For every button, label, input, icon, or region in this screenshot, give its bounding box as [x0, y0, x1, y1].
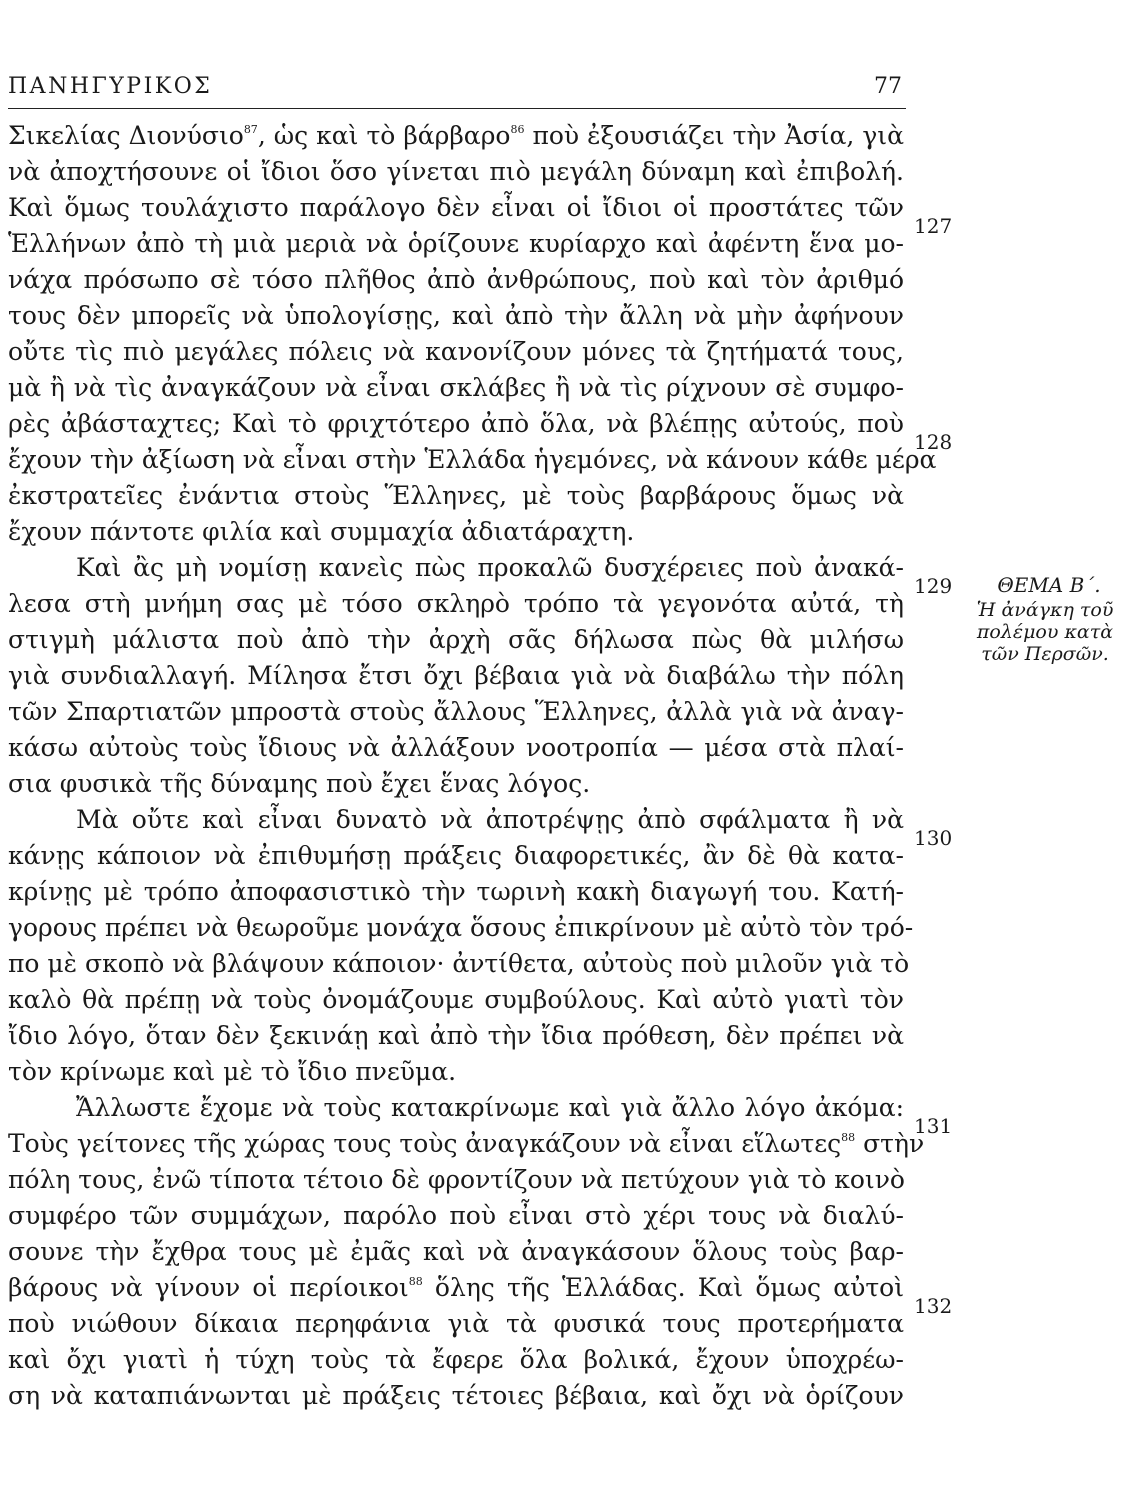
text-line: σια φυσικὰ τῆς δύναμης ποὺ ἔχει ἕνας λόγος. — [8, 769, 591, 798]
text-line: ἴδιο λόγο, ὅταν δὲν ξεκινάῃ καὶ ἀπὸ τὴν ἴδια πρόθεση, δὲν πρέπει νὰ — [8, 1021, 904, 1050]
section-number: 128 — [914, 430, 953, 454]
section-number: 127 — [914, 214, 953, 238]
text-line: κάνῃς κάποιον νὰ ἐπιθυμήσῃ πράξεις διαφορετικές, ἂν δὲ θὰ κατα- — [8, 841, 904, 870]
text-line: Ἄλλωστε ἔχομε νὰ τοὺς κατακρίνωμε καὶ γιὰ ἄλλο λόγο ἀκόμα: — [76, 1093, 904, 1122]
text-line: νὰ ἀποχτήσουνε οἱ ἴδιοι ὅσο γίνεται πιὸ μεγάλη δύναμη καὶ ἐπιβολή. — [8, 157, 904, 186]
section-number: 129 — [914, 574, 953, 598]
text-line: καὶ ὄχι γιατὶ ἡ τύχη τοὺς τὰ ἔφερε ὅλα βολικά, ἔχουν ὑποχρέω- — [8, 1345, 904, 1374]
sidenote-line: Ἡ ἀνάγκη τοῦ — [976, 599, 1114, 621]
text-line: τὸν κρίνωμε καὶ μὲ τὸ ἴδιο πνεῦμα. — [8, 1057, 457, 1086]
page-number: 77 — [874, 74, 902, 99]
sidenote-line: πολέμου κατὰ — [976, 621, 1114, 643]
text-line: σουνε τὴν ἔχθρα τους μὲ ἐμᾶς καὶ νὰ ἀναγκάσουν ὅλους τοὺς βαρ- — [8, 1237, 904, 1266]
footnote-mark: 86 — [510, 123, 525, 136]
text-line: ποὺ νιώθουν δίκαια περηφάνια γιὰ τὰ φυσικά τους προτερήματα — [8, 1309, 904, 1338]
section-number: 131 — [914, 1114, 953, 1138]
text-line: Ἑλλήνων ἀπὸ τὴ μιὰ μεριὰ νὰ ὁρίζουνε κυρίαρχο καὶ ἀφέντη ἕνα μο- — [8, 229, 904, 258]
footnote-mark: 88 — [841, 1131, 856, 1144]
margin-sidenote — [968, 573, 1122, 665]
text-line: Καὶ ἂς μὴ νομίσῃ κανεὶς πὼς προκαλῶ δυσχέρειες ποὺ ἀνακά- — [76, 553, 904, 582]
footnote-mark: 88 — [408, 1275, 423, 1288]
text-line: ἐκστρατεῖες ἐνάντια στοὺς Ἕλληνες, μὲ τοὺς βαρβάρους ὅμως νὰ — [8, 481, 904, 510]
text-line: τῶν Σπαρτιατῶν μπροστὰ στοὺς ἄλλους Ἕλληνες, ἀλλὰ γιὰ νὰ ἀναγ- — [8, 697, 904, 726]
text-line: πο μὲ σκοπὸ νὰ βλάψουν κάποιον· ἀντίθετα, αὐτοὺς ποὺ μιλοῦν γιὰ τὸ — [8, 949, 910, 978]
text-line: ἔχουν πάντοτε φιλία καὶ συμμαχία ἀδιατάραχτη. — [8, 517, 635, 546]
text-line: λεσα στὴ μνήμη σας μὲ τόσο σκληρὸ τρόπο τὰ γεγονότα αὐτά, τὴ — [8, 589, 904, 618]
text-line: στιγμὴ μάλιστα ποὺ ἀπὸ τὴν ἀρχὴ σᾶς δήλωσα πὼς θὰ μιλήσω — [8, 625, 904, 654]
text-line: Σικελίας Διονύσιο$^{87}$, ὡς καὶ τὸ βάρβαρο$^{86}$ ποὺ ἐξουσιάζει τὴν Ἀσία, γιὰ — [8, 121, 904, 150]
text-line: κάσω αὐτοὺς τοὺς ἴδιους νὰ ἀλλάξουν νοοτροπία — μέσα στὰ πλαί- — [8, 733, 904, 762]
running-title: ΠΑΝΗΓΥΡΙΚΟΣ — [8, 74, 213, 99]
text-line: ἔχουν τὴν ἀξίωση νὰ εἶναι στὴν Ἑλλάδα ἡγεμόνες, νὰ κάνουν κάθε μέρα — [8, 445, 937, 474]
text-line: τους δὲν μπορεῖς νὰ ὑπολογίσῃς, καὶ ἀπὸ τὴν ἄλλη νὰ μὴν ἀφήνουν — [8, 301, 904, 330]
text-line: συμφέρο τῶν συμμάχων, παρόλο ποὺ εἶναι στὸ χέρι τους νὰ διαλύ- — [8, 1201, 904, 1230]
footnote-mark: 87 — [243, 123, 258, 136]
text-line: γορους πρέπει νὰ θεωροῦμε μονάχα ὅσους ἐπικρίνουν μὲ αὐτὸ τὸν τρό- — [8, 913, 914, 942]
text-line: καλὸ θὰ πρέπῃ νὰ τοὺς ὀνομάζουμε συμβούλους. Καὶ αὐτὸ γιατὶ τὸν — [8, 985, 904, 1014]
text-line: Μὰ οὔτε καὶ εἶναι δυνατὸ νὰ ἀποτρέψῃς ἀπὸ σφάλματα ἢ νὰ — [76, 805, 904, 834]
text-line: Τοὺς γείτονες τῆς χώρας τους τοὺς ἀναγκάζουν νὰ εἶναι εἵλωτες$^{88}$ στὴν — [8, 1129, 925, 1158]
text-line: μὰ ἢ νὰ τὶς ἀναγκάζουν νὰ εἶναι σκλάβες ἢ νὰ τὶς ρίχνουν σὲ συμφο- — [8, 373, 904, 402]
text-line: νάχα πρόσωπο σὲ τόσο πλῆθος ἀπὸ ἀνθρώπους, ποὺ καὶ τὸν ἀριθμό — [8, 265, 904, 294]
text-line: κρίνῃς μὲ τρόπο ἀποφασιστικὸ τὴν τωρινὴ κακὴ διαγωγή του. Κατή- — [8, 877, 904, 906]
section-number: 132 — [914, 1294, 953, 1318]
text-line: βάρους νὰ γίνουν οἱ περίοικοι$^{88}$ ὅλης τῆς Ἑλλάδας. Καὶ ὅμως αὐτοὶ — [8, 1273, 904, 1302]
text-line: ρὲς ἀβάσταχτες; Καὶ τὸ φριχτότερο ἀπὸ ὅλα, νὰ βλέπῃς αὐτούς, ποὺ — [8, 409, 904, 438]
sidenote-title: ΘΕΜΑ Β΄. — [997, 573, 1101, 597]
text-line: ση νὰ καταπιάνωνται μὲ πράξεις τέτοιες βέβαια, καὶ ὄχι νὰ ὁρίζουν — [8, 1381, 904, 1410]
text-line: γιὰ συνδιαλλαγή. Μίλησα ἔτσι ὄχι βέβαια γιὰ νὰ διαβάλω τὴν πόλη — [8, 661, 904, 690]
sidenote-line: τῶν Περσῶν. — [981, 643, 1109, 665]
text-line: πόλη τους, ἐνῶ τίποτα τέτοιο δὲ φροντίζουν νὰ πετύχουν γιὰ τὸ κοινὸ — [8, 1165, 905, 1194]
text-line: Καὶ ὅμως τουλάχιστο παράλογο δὲν εἶναι οἱ ἴδιοι οἱ προστάτες τῶν — [8, 193, 904, 222]
running-header — [8, 68, 906, 109]
section-number: 130 — [914, 826, 953, 850]
text-line: οὔτε τὶς πιὸ μεγάλες πόλεις νὰ κανονίζουν μόνες τὰ ζητήματά τους, — [8, 337, 904, 366]
